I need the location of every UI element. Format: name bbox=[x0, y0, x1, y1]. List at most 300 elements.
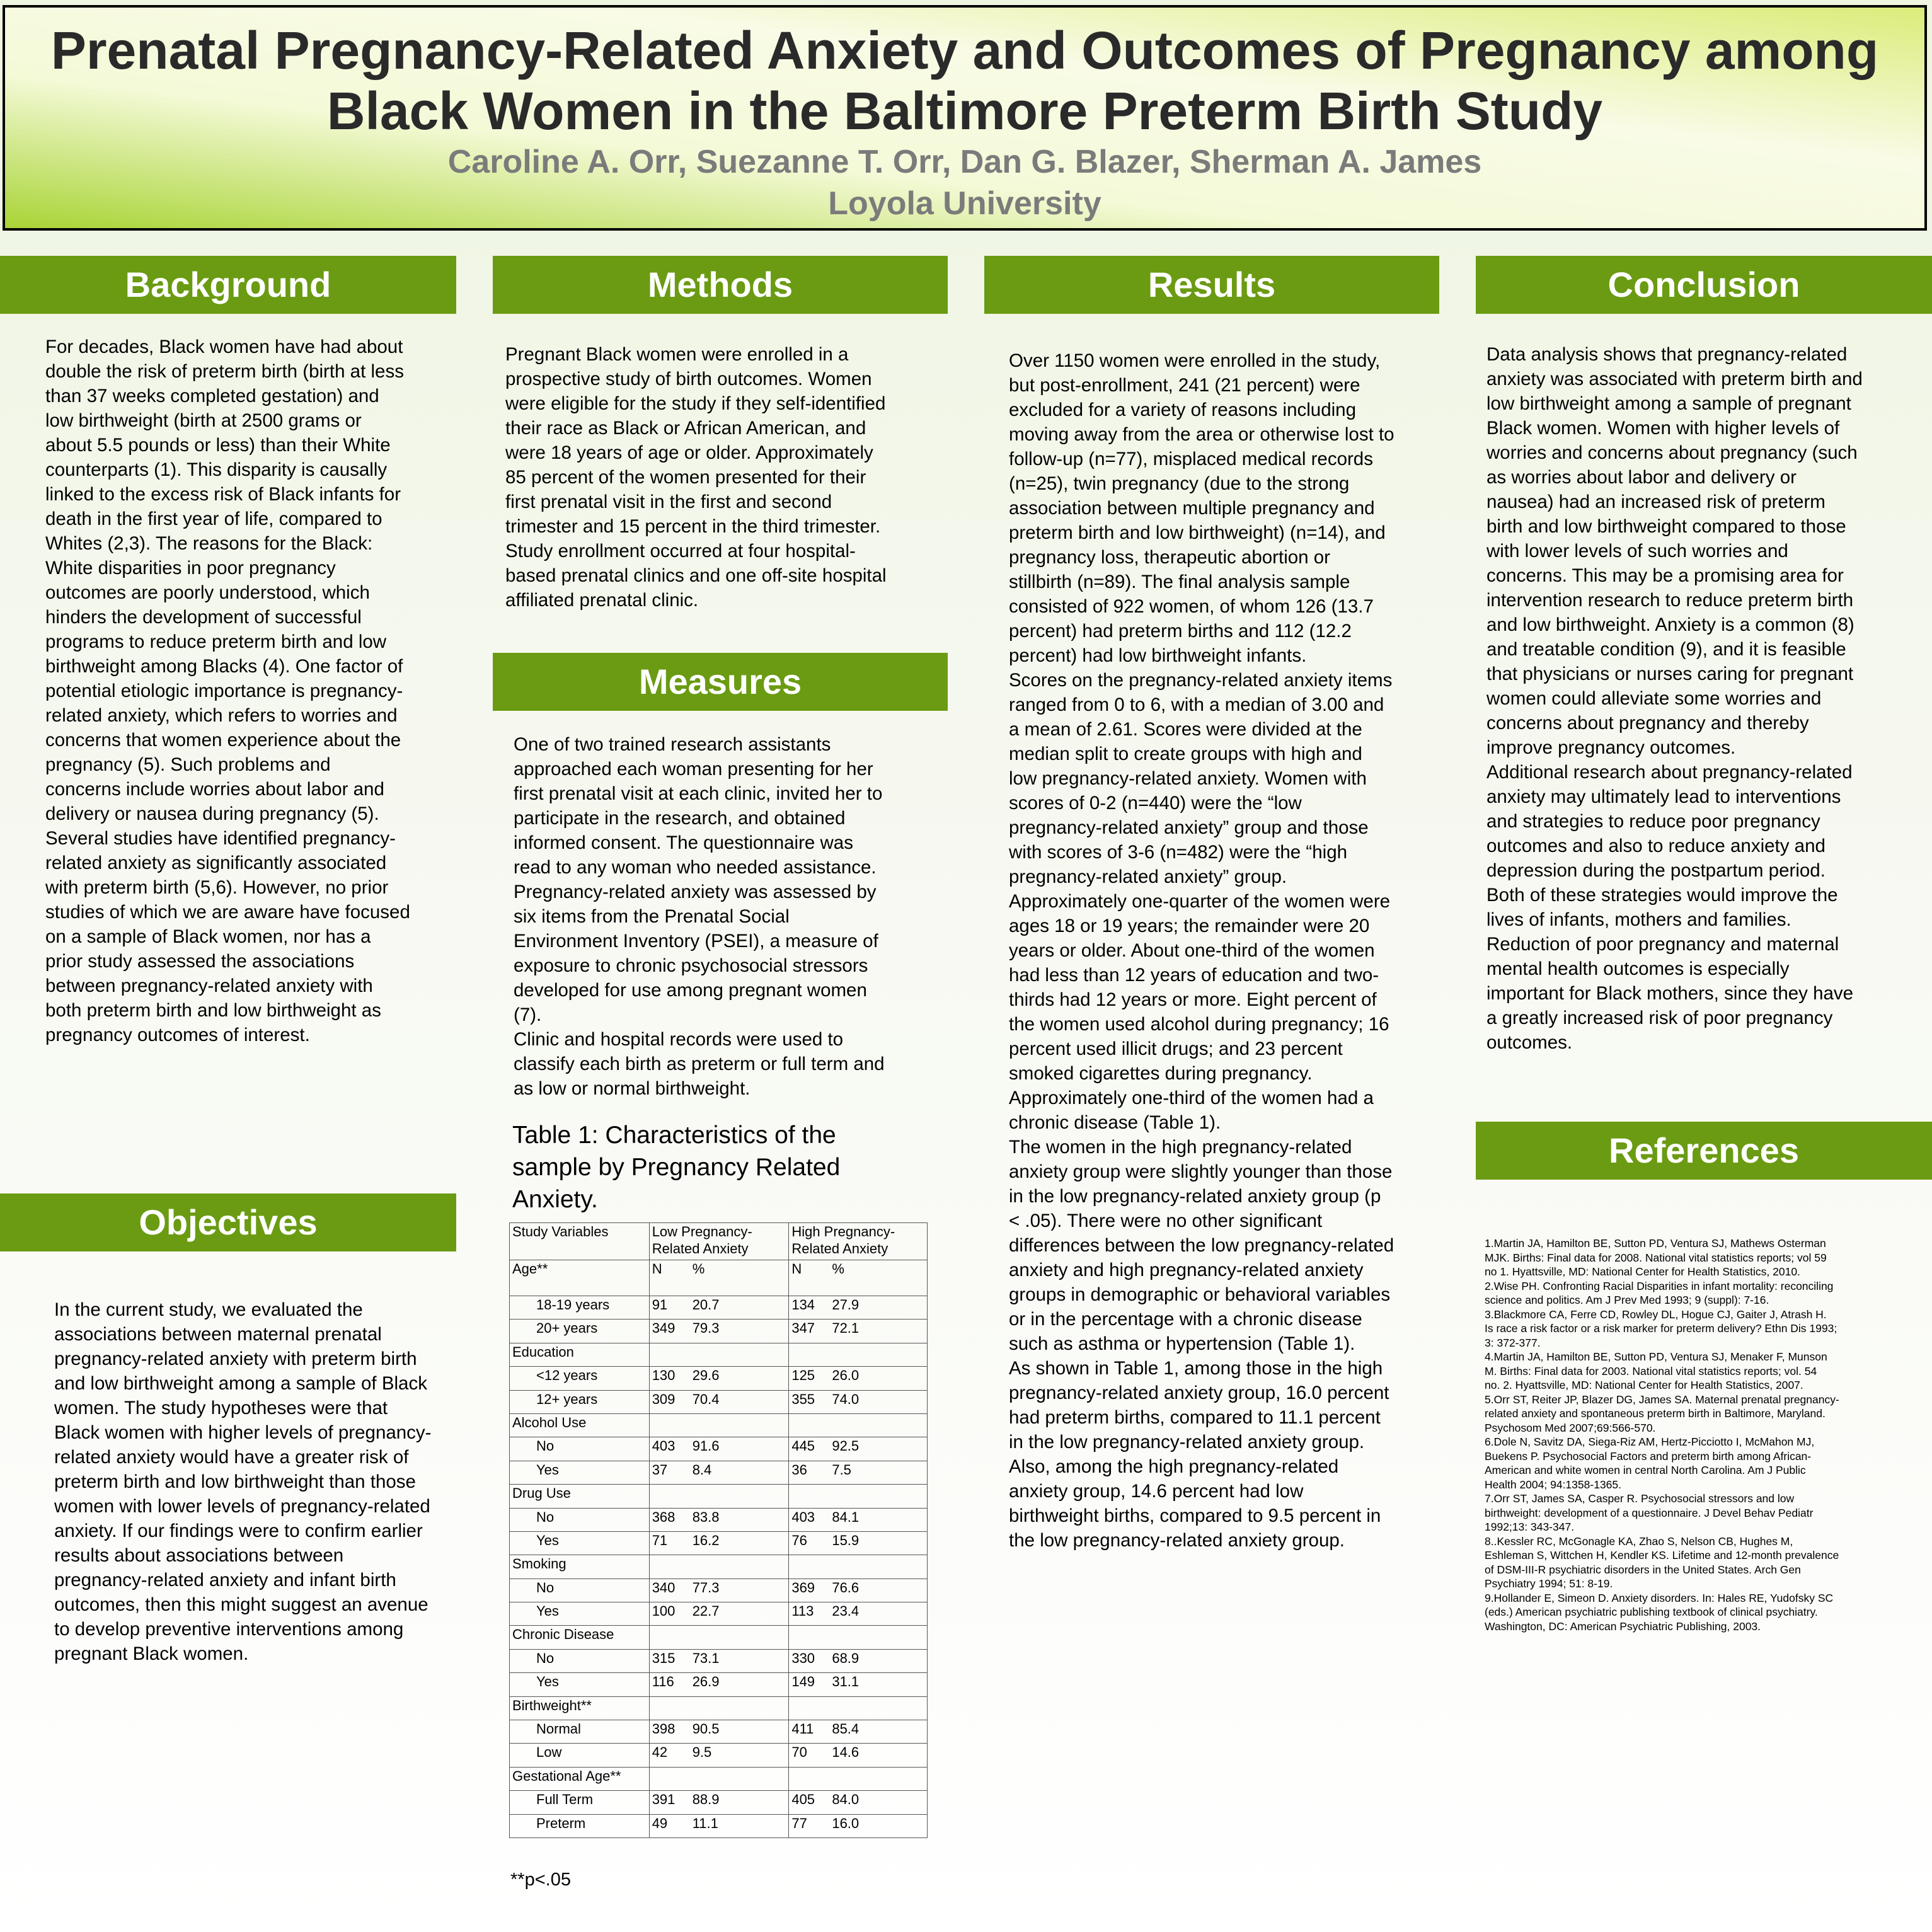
results-line: chronic disease (Table 1). bbox=[1009, 1112, 1221, 1133]
table-row bbox=[510, 1413, 928, 1437]
row-label: No bbox=[510, 1508, 650, 1531]
high-anxiety-cell bbox=[789, 1578, 928, 1602]
measures-heading: Measures bbox=[493, 653, 948, 711]
background-line: pregnancy (5). Such problems and bbox=[45, 754, 331, 775]
table-row bbox=[510, 1578, 928, 1602]
conclusion-line: women could alleviate some worries and bbox=[1486, 688, 1822, 709]
background-line: hinders the development of successful bbox=[45, 607, 362, 628]
table-row bbox=[510, 1744, 928, 1767]
high-anxiety-cell bbox=[789, 1461, 928, 1484]
high-n: 134 bbox=[791, 1297, 815, 1313]
results-line: a mean of 2.61. Scores were divided at the bbox=[1009, 719, 1362, 740]
measures-line: Clinic and hospital records were used to bbox=[514, 1029, 844, 1050]
conclusion-line: important for Black mothers, since they have bbox=[1486, 983, 1854, 1004]
low-n: 100 bbox=[652, 1603, 676, 1619]
high-anxiety-cell bbox=[789, 1320, 928, 1343]
low-pct: 91.6 bbox=[692, 1438, 720, 1454]
title-line-2: Black Women in the Baltimore Preterm Birth Study bbox=[326, 81, 1603, 141]
high-pct: 27.9 bbox=[832, 1297, 860, 1313]
background-line: delivery or nausea during pregnancy (5). bbox=[45, 803, 379, 824]
row-label: Gestational Age** bbox=[510, 1767, 650, 1790]
reference-line: Washington, DC: American Psychiatric Publishing, 2003. bbox=[1485, 1619, 1761, 1633]
background-line: death in the first year of life, compared to bbox=[45, 509, 382, 529]
row-label: Yes bbox=[510, 1673, 650, 1696]
conclusion-line: nausea) had an increased risk of preterm bbox=[1486, 492, 1826, 512]
reference-line: 4.Martin JA, Hamilton BE, Sutton PD, Ventura SJ, Menaker F, Munson bbox=[1485, 1350, 1827, 1363]
conclusion-line: birth and low birthweight compared to those bbox=[1486, 516, 1846, 537]
results-line: median split to create groups with high and bbox=[1009, 744, 1362, 764]
results-line: preterm birth and low birthweight) (n=14), and bbox=[1009, 522, 1386, 543]
background-line: both preterm birth and low birthweight as bbox=[45, 1000, 381, 1021]
high-anxiety-cell bbox=[789, 1649, 928, 1672]
table-row bbox=[510, 1260, 928, 1296]
conclusion-line: and low birthweight. Anxiety is a common (8) bbox=[1486, 614, 1854, 635]
objectives-line: pregnancy-related anxiety with preterm birth bbox=[54, 1348, 417, 1369]
background-line: Several studies have identified pregnancy- bbox=[45, 828, 396, 849]
col-header-low bbox=[649, 1223, 789, 1260]
row-label: No bbox=[510, 1578, 650, 1602]
background-line: with preterm birth (5,6). However, no prior bbox=[45, 877, 389, 898]
background-line: related anxiety as significantly associated bbox=[45, 853, 387, 873]
objectives-line: results about associations between bbox=[54, 1545, 344, 1566]
conclusion-line: a greatly increased risk of poor pregnancy bbox=[1486, 1008, 1833, 1028]
results-line: scores of 0-2 (n=440) were the “low bbox=[1009, 793, 1302, 814]
reference-line: MJK. Births: Final data for 2008. National vital statistics reports; vol 59 bbox=[1485, 1251, 1827, 1264]
results-line: < .05). There were no other significant bbox=[1009, 1210, 1323, 1231]
reference-line: 3.Blackmore CA, Ferre CD, Rowley DL, Hogue CJ, Gaiter J, Atrash H. bbox=[1485, 1308, 1827, 1321]
conclusion-line: Reduction of poor pregnancy and maternal bbox=[1486, 934, 1839, 955]
references-list bbox=[1485, 1236, 1926, 1633]
high-anxiety-cell bbox=[789, 1555, 928, 1578]
results-line: As shown in Table 1, among those in the high bbox=[1009, 1358, 1383, 1379]
high-n: 369 bbox=[791, 1579, 815, 1596]
high-anxiety-cell bbox=[789, 1602, 928, 1626]
high-anxiety-cell bbox=[789, 1696, 928, 1720]
results-line: with scores of 3-6 (n=482) were the “high bbox=[1009, 842, 1348, 863]
high-n: 403 bbox=[791, 1509, 815, 1525]
low-pct: 22.7 bbox=[692, 1603, 720, 1619]
results-line: ranged from 0 to 6, with a median of 3.00 and bbox=[1009, 694, 1384, 715]
conclusion-line: mental health outcomes is especially bbox=[1486, 958, 1790, 979]
results-line: had less than 12 years of education and two- bbox=[1009, 965, 1379, 986]
low-anxiety-cell bbox=[649, 1343, 789, 1366]
background-line: counterparts (1). This disparity is causally bbox=[45, 459, 388, 480]
conclusion-line: Data analysis shows that pregnancy-related bbox=[1486, 344, 1848, 365]
high-anxiety-cell bbox=[789, 1720, 928, 1744]
objectives-line: In the current study, we evaluated the bbox=[54, 1299, 363, 1320]
conclusion-line: Both of these strategies would improve the bbox=[1486, 885, 1838, 906]
results-line: thirds had 12 years or more. Eight percent of bbox=[1009, 989, 1377, 1010]
low-pct: % bbox=[692, 1261, 705, 1277]
low-pct: 90.5 bbox=[692, 1721, 720, 1737]
table-row bbox=[510, 1649, 928, 1672]
reference-line: Is race a risk factor or a risk marker for preterm delivery? Ethn Dis 1993; bbox=[1485, 1322, 1837, 1335]
high-anxiety-cell bbox=[789, 1343, 928, 1366]
high-n: 36 bbox=[791, 1461, 807, 1478]
results-line: pregnancy-related anxiety” group. bbox=[1009, 866, 1287, 887]
methods-line: 85 percent of the women presented for their bbox=[505, 467, 866, 488]
reference-line: of DSM-III-R psychiatric disorders in the United States. Arch Gen bbox=[1485, 1563, 1801, 1576]
results-line: anxiety group, 14.6 percent had low bbox=[1009, 1481, 1304, 1502]
low-anxiety-cell bbox=[649, 1413, 789, 1437]
objectives-line: to develop preventive interventions among bbox=[54, 1619, 404, 1640]
reference-line: 6.Dole N, Savitz DA, Siega-Riz AM, Hertz-Picciotto I, McMahon MJ, bbox=[1485, 1435, 1815, 1448]
table-row bbox=[510, 1367, 928, 1390]
row-label: Education bbox=[510, 1343, 650, 1366]
reference-line: 8..Kessler RC, McGonagle KA, Zhao S, Nelson CB, Hughes M, bbox=[1485, 1534, 1793, 1548]
low-n: 71 bbox=[652, 1532, 668, 1548]
objectives-line: associations between maternal prenatal bbox=[54, 1324, 382, 1345]
results-line: (n=25), twin pregnancy (due to the strong bbox=[1009, 473, 1350, 494]
conclusion-line: outcomes. bbox=[1486, 1032, 1573, 1053]
row-label: Age** bbox=[510, 1260, 650, 1296]
results-line: percent used illicit drugs; and 23 percent bbox=[1009, 1038, 1343, 1059]
low-anxiety-cell bbox=[649, 1602, 789, 1626]
high-anxiety-cell bbox=[789, 1508, 928, 1531]
methods-line: Study enrollment occurred at four hospital- bbox=[505, 541, 856, 561]
references-heading: References bbox=[1476, 1122, 1932, 1180]
reference-line: Psychiatry 1994; 51: 8-19. bbox=[1485, 1577, 1613, 1590]
table-row bbox=[510, 1485, 928, 1508]
reference-line: no 1. Hyattsville, MD: National Center for Health Statistics, 2010. bbox=[1485, 1265, 1800, 1278]
low-pct: 11.1 bbox=[692, 1815, 718, 1831]
poster-title bbox=[5, 20, 1924, 141]
low-anxiety-cell bbox=[649, 1367, 789, 1390]
low-pct: 88.9 bbox=[692, 1791, 720, 1808]
conclusion-line: and treatable condition (9), and it is feasible bbox=[1486, 639, 1846, 660]
high-anxiety-cell bbox=[789, 1296, 928, 1320]
conclusion-heading: Conclusion bbox=[1476, 256, 1932, 314]
objectives-line: Black women with higher levels of pregnancy- bbox=[54, 1422, 432, 1443]
measures-line: informed consent. The questionnaire was bbox=[514, 832, 853, 853]
results-line: Scores on the pregnancy-related anxiety items bbox=[1009, 670, 1393, 691]
high-pct: 74.0 bbox=[832, 1391, 860, 1407]
row-label: Drug Use bbox=[510, 1485, 650, 1508]
table-row bbox=[510, 1696, 928, 1720]
background-line: related anxiety, which refers to worries and bbox=[45, 705, 398, 726]
conclusion-line: improve pregnancy outcomes. bbox=[1486, 737, 1736, 758]
methods-text bbox=[505, 342, 940, 612]
high-pct: 14.6 bbox=[832, 1744, 860, 1761]
table-row bbox=[510, 1531, 928, 1555]
background-line: programs to reduce preterm birth and low bbox=[45, 631, 387, 652]
low-pct: 77.3 bbox=[692, 1579, 720, 1596]
low-n: 403 bbox=[652, 1438, 676, 1454]
conclusion-line: anxiety may ultimately lead to interventions bbox=[1486, 786, 1841, 807]
low-pct: 73.1 bbox=[692, 1650, 720, 1666]
conclusion-line: Additional research about pregnancy-related bbox=[1486, 762, 1853, 783]
table-row bbox=[510, 1461, 928, 1484]
conclusion-line: as worries about labor and delivery or bbox=[1486, 467, 1797, 488]
conclusion-line: low birthweight among a sample of pregnant bbox=[1486, 393, 1851, 414]
reference-line: science and politics. Am J Prev Med 1993; 9 (suppl): 7-16. bbox=[1485, 1294, 1769, 1306]
high-anxiety-cell bbox=[789, 1814, 928, 1837]
conclusion-line: anxiety was associated with preterm birth and bbox=[1486, 369, 1863, 389]
reference-line: related anxiety and spontaneous preterm birth in Baltimore, Maryland. bbox=[1485, 1407, 1826, 1420]
results-line: The women in the high pregnancy-related bbox=[1009, 1137, 1352, 1158]
conclusion-line: intervention research to reduce preterm birth bbox=[1486, 590, 1854, 611]
background-line: studies of which we are aware have focused bbox=[45, 902, 410, 923]
conclusion-line: lives of infants, mothers and families. bbox=[1486, 909, 1791, 930]
measures-line: participate in the research, and obtained bbox=[514, 808, 846, 829]
high-n: 70 bbox=[791, 1744, 807, 1761]
high-pct: 15.9 bbox=[832, 1532, 860, 1548]
high-n: 445 bbox=[791, 1438, 815, 1454]
poster-title-banner bbox=[3, 5, 1927, 231]
results-line: or in the percentage with a chronic disease bbox=[1009, 1309, 1362, 1330]
table-row bbox=[510, 1720, 928, 1744]
row-label: Alcohol Use bbox=[510, 1413, 650, 1437]
conclusion-line: depression during the postpartum period. bbox=[1486, 860, 1826, 881]
reference-line: Psychosom Med 2007;69:566-570. bbox=[1485, 1421, 1656, 1434]
background-line: low birthweight (birth at 2500 grams or bbox=[45, 410, 362, 431]
objectives-line: pregnancy-related anxiety and infant birth bbox=[54, 1570, 396, 1590]
table-row bbox=[510, 1767, 928, 1790]
high-n: 405 bbox=[791, 1791, 815, 1808]
low-anxiety-cell bbox=[649, 1508, 789, 1531]
table-header-row bbox=[510, 1223, 928, 1260]
row-label: 20+ years bbox=[510, 1320, 650, 1343]
reference-line: Buekens P. Psychosocial Factors and preterm birth among African- bbox=[1485, 1449, 1812, 1463]
conclusion-line: outcomes and also to reduce anxiety and bbox=[1486, 836, 1826, 856]
measures-line: six items from the Prenatal Social bbox=[514, 906, 790, 927]
background-line: potential etiologic importance is pregnancy- bbox=[45, 681, 403, 701]
background-line: concerns that women experience about the bbox=[45, 730, 401, 750]
measures-line: read to any woman who needed assistance. bbox=[514, 857, 877, 878]
low-anxiety-cell bbox=[649, 1673, 789, 1696]
objectives-line: related anxiety would have a greater risk of bbox=[54, 1447, 409, 1468]
high-n: 113 bbox=[791, 1603, 814, 1619]
high-n: N bbox=[791, 1261, 802, 1277]
row-label: Low bbox=[510, 1744, 650, 1767]
low-n: 116 bbox=[652, 1674, 674, 1690]
objectives-heading: Objectives bbox=[0, 1193, 456, 1251]
methods-line: first prenatal visit in the first and second bbox=[505, 492, 832, 512]
low-anxiety-cell bbox=[649, 1555, 789, 1578]
objectives-line: pregnant Black women. bbox=[54, 1643, 249, 1664]
high-n: 330 bbox=[791, 1650, 815, 1666]
high-anxiety-cell bbox=[789, 1531, 928, 1555]
reference-line: Eshleman S, Wittchen H, Kendler KS. Lifetime and 12-month prevalence bbox=[1485, 1549, 1839, 1561]
background-line: prior study assessed the associations bbox=[45, 951, 355, 972]
results-line: years or older. About one-third of the women bbox=[1009, 940, 1375, 961]
results-heading: Results bbox=[984, 256, 1439, 314]
results-line: Over 1150 women were enrolled in the study, bbox=[1009, 350, 1381, 371]
table-row bbox=[510, 1390, 928, 1413]
results-text bbox=[1009, 348, 1444, 1553]
low-pct: 83.8 bbox=[692, 1509, 720, 1525]
high-pct: 7.5 bbox=[832, 1461, 851, 1478]
low-anxiety-cell bbox=[649, 1814, 789, 1837]
table-row bbox=[510, 1673, 928, 1696]
col-header-variables: Study Variables bbox=[510, 1223, 650, 1260]
low-n: 368 bbox=[652, 1509, 676, 1525]
table-row bbox=[510, 1320, 928, 1343]
low-anxiety-cell bbox=[649, 1260, 789, 1296]
authors: Caroline A. Orr, Suezanne T. Orr, Dan G. Blazer, Sherman A. James bbox=[447, 144, 1482, 180]
high-pct: 68.9 bbox=[832, 1650, 860, 1666]
background-line: double the risk of preterm birth (birth at less bbox=[45, 361, 404, 382]
low-anxiety-cell bbox=[649, 1791, 789, 1814]
low-n: 340 bbox=[652, 1579, 676, 1596]
results-line: pregnancy loss, therapeutic abortion or bbox=[1009, 547, 1330, 568]
results-line: low pregnancy-related anxiety. Women with bbox=[1009, 768, 1367, 789]
methods-line: trimester and 15 percent in the third trimester. bbox=[505, 516, 881, 537]
results-line: but post-enrollment, 241 (21 percent) were bbox=[1009, 375, 1360, 396]
conclusion-text bbox=[1486, 342, 1928, 1055]
high-anxiety-cell bbox=[789, 1367, 928, 1390]
methods-line: were 18 years of age or older. Approximately bbox=[505, 442, 873, 463]
high-pct: 92.5 bbox=[832, 1438, 860, 1454]
background-line: than 37 weeks completed gestation) and bbox=[45, 386, 379, 406]
high-anxiety-cell bbox=[789, 1626, 928, 1649]
table-row bbox=[510, 1296, 928, 1320]
low-anxiety-cell bbox=[649, 1296, 789, 1320]
high-anxiety-cell bbox=[789, 1413, 928, 1437]
table-row bbox=[510, 1343, 928, 1366]
title-line-1: Prenatal Pregnancy-Related Anxiety and Outcomes of Pregnancy among bbox=[50, 21, 1879, 80]
background-line: White disparities in poor pregnancy bbox=[45, 558, 336, 578]
low-anxiety-cell bbox=[649, 1461, 789, 1484]
low-anxiety-cell bbox=[649, 1720, 789, 1744]
high-anxiety-cell bbox=[789, 1390, 928, 1413]
reference-line: Health 2004; 94:1358-1365. bbox=[1485, 1478, 1621, 1491]
high-pct: 31.1 bbox=[832, 1674, 860, 1690]
high-n: 77 bbox=[791, 1815, 807, 1831]
results-line: differences between the low pregnancy-related bbox=[1009, 1235, 1394, 1256]
high-pct: 26.0 bbox=[832, 1367, 860, 1384]
objectives-line: outcomes, then this might suggest an avenue bbox=[54, 1594, 428, 1615]
high-n: 149 bbox=[791, 1674, 815, 1690]
high-anxiety-cell bbox=[789, 1437, 928, 1461]
high-pct: 72.1 bbox=[832, 1320, 860, 1337]
low-anxiety-cell bbox=[649, 1649, 789, 1672]
results-line: Also, among the high pregnancy-related bbox=[1009, 1456, 1339, 1477]
high-pct: 84.1 bbox=[832, 1509, 860, 1525]
reference-line: American and white women in central North Carolina. Am J Public bbox=[1485, 1464, 1806, 1476]
table-row bbox=[510, 1437, 928, 1461]
results-line: consisted of 922 women, of whom 126 (13.7 bbox=[1009, 596, 1374, 617]
high-n: 411 bbox=[791, 1721, 814, 1737]
conclusion-line: Black women. Women with higher levels of bbox=[1486, 418, 1840, 439]
low-pct: 29.6 bbox=[692, 1367, 720, 1384]
high-pct: % bbox=[832, 1261, 844, 1277]
conclusion-line: that physicians or nurses caring for pregnant bbox=[1486, 664, 1854, 684]
low-pct: 16.2 bbox=[692, 1532, 720, 1548]
background-line: birthweight among Blacks (4). One factor of bbox=[45, 656, 403, 677]
low-anxiety-cell bbox=[649, 1437, 789, 1461]
high-pct: 16.0 bbox=[832, 1815, 860, 1831]
high-anxiety-cell bbox=[789, 1744, 928, 1767]
background-line: on a sample of Black women, nor has a bbox=[45, 926, 371, 947]
col-header-low-line: Low Pregnancy- bbox=[652, 1224, 752, 1239]
high-n: 347 bbox=[791, 1320, 815, 1337]
reference-line: 5.Orr ST, Reiter JP, Blazer DG, James SA. Maternal prenatal pregnancy- bbox=[1485, 1393, 1839, 1406]
low-anxiety-cell bbox=[649, 1744, 789, 1767]
methods-line: their race as Black or African American, and bbox=[505, 418, 866, 439]
low-n: 49 bbox=[652, 1815, 668, 1831]
results-line: Approximately one-quarter of the women were bbox=[1009, 891, 1391, 912]
results-line: percent) had low birthweight infants. bbox=[1009, 645, 1307, 666]
low-pct: 79.3 bbox=[692, 1320, 720, 1337]
measures-line: Pregnancy-related anxiety was assessed by bbox=[514, 882, 877, 902]
table-row bbox=[510, 1555, 928, 1578]
background-line: For decades, Black women have had about bbox=[45, 336, 403, 357]
low-anxiety-cell bbox=[649, 1485, 789, 1508]
results-line: such as asthma or hypertension (Table 1). bbox=[1009, 1333, 1355, 1354]
low-n: 91 bbox=[652, 1297, 668, 1313]
col-header-high-line: High Pregnancy- bbox=[791, 1224, 895, 1239]
affiliation: Loyola University bbox=[828, 185, 1101, 222]
col-header-low-line: Related Anxiety bbox=[652, 1241, 749, 1256]
conclusion-line: concerns about pregnancy and thereby bbox=[1486, 713, 1809, 733]
reference-line: no. 2. Hyattsville, MD: National Center for Health Statistics, 2007. bbox=[1485, 1379, 1803, 1391]
high-pct: 23.4 bbox=[832, 1603, 860, 1619]
low-n: 42 bbox=[652, 1744, 668, 1761]
conclusion-line: concerns. This may be a promising area for bbox=[1486, 565, 1844, 586]
low-anxiety-cell bbox=[649, 1531, 789, 1555]
table-row bbox=[510, 1508, 928, 1531]
background-line: outcomes are poorly understood, which bbox=[45, 582, 370, 603]
high-pct: 84.0 bbox=[832, 1791, 860, 1808]
results-line: groups in demographic or behavioral variables bbox=[1009, 1284, 1391, 1305]
measures-line: exposure to chronic psychosocial stressors bbox=[514, 955, 868, 976]
high-n: 355 bbox=[791, 1391, 815, 1407]
results-line: anxiety and high pregnancy-related anxiety bbox=[1009, 1260, 1364, 1280]
reference-line: M. Births: Final data for 2003. National vital statistics reports; vol. 54 bbox=[1485, 1364, 1817, 1377]
results-line: excluded for a variety of reasons including bbox=[1009, 400, 1356, 420]
row-label: Birthweight** bbox=[510, 1696, 650, 1720]
results-line: percent) had preterm births and 112 (12.2 bbox=[1009, 621, 1352, 641]
results-line: smoked cigarettes during pregnancy. bbox=[1009, 1063, 1313, 1084]
row-label: Full Term bbox=[510, 1791, 650, 1814]
reference-line: 3: 372-377. bbox=[1485, 1336, 1541, 1349]
results-line: stillbirth (n=89). The final analysis sample bbox=[1009, 572, 1350, 592]
low-n: 349 bbox=[652, 1320, 676, 1337]
background-line: about 5.5 pounds or less) than their White bbox=[45, 435, 391, 456]
measures-line: Environment Inventory (PSEI), a measure of bbox=[514, 931, 878, 952]
methods-line: were eligible for the study if they self-identified bbox=[505, 393, 886, 414]
reference-line: (eds.) American psychiatric publishing textbook of clinical psychiatry. bbox=[1485, 1606, 1818, 1618]
table-row bbox=[510, 1791, 928, 1814]
high-anxiety-cell bbox=[789, 1260, 928, 1296]
objectives-line: preterm birth and low birthweight than those bbox=[54, 1471, 416, 1492]
methods-line: Pregnant Black women were enrolled in a bbox=[505, 344, 849, 365]
high-anxiety-cell bbox=[789, 1767, 928, 1790]
measures-line: developed for use among pregnant women bbox=[514, 980, 867, 1001]
row-label: <12 years bbox=[510, 1367, 650, 1390]
methods-line: prospective study of birth outcomes. Women bbox=[505, 369, 872, 389]
row-label: 12+ years bbox=[510, 1390, 650, 1413]
measures-text bbox=[514, 732, 948, 1101]
low-pct: 8.4 bbox=[692, 1461, 712, 1478]
row-label: No bbox=[510, 1649, 650, 1672]
row-label: Yes bbox=[510, 1461, 650, 1484]
results-line: ages 18 or 19 years; the remainder were 20 bbox=[1009, 916, 1370, 936]
table-row bbox=[510, 1602, 928, 1626]
low-pct: 70.4 bbox=[692, 1391, 720, 1407]
methods-line: affiliated prenatal clinic. bbox=[505, 590, 699, 611]
low-pct: 20.7 bbox=[692, 1297, 720, 1313]
col-header-high-line: Related Anxiety bbox=[791, 1241, 888, 1256]
methods-line: based prenatal clinics and one off-site hospital bbox=[505, 565, 887, 586]
objectives-line: and low birthweight among a sample of Black bbox=[54, 1373, 427, 1394]
high-pct: 85.4 bbox=[832, 1721, 860, 1737]
measures-line: approached each woman presenting for her bbox=[514, 759, 873, 779]
row-label: Yes bbox=[510, 1531, 650, 1555]
conclusion-line: and strategies to reduce poor pregnancy bbox=[1486, 811, 1820, 832]
row-label: Yes bbox=[510, 1602, 650, 1626]
